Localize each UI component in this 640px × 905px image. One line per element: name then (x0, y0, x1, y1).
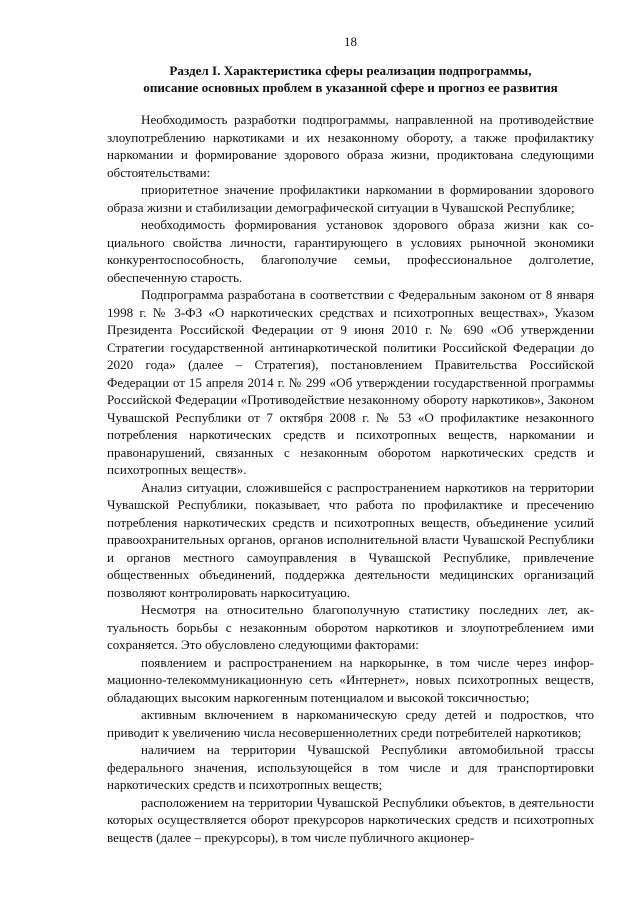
paragraph: Анализ ситуации, сложившейся с распространением наркотиков на территории Чувашской Республики, показывает, что работа по профилактике и пресечению потребления наркотических средств и психотропных веществ, объединение усилий правоохранительных органов, органов исполнительной власти Чувашской Республики и органов местного самоуправления в Чувашской Республике, привлечение общественных объединений, поддержка деятельности медицинских организаций позволяют контролировать наркоситуацию. (107, 479, 594, 600)
paragraph: необходимость формирования установок здорового образа жизни как социального свойства личности, гарантирующего в условиях рыночной экономики конкурентоспособность, благополучие семьи, профессиональное долголетие, обеспеченную старость. (107, 217, 594, 285)
paragraph: расположением на территории Чувашской Республики объектов, в деятельности которых осуществляется оборот прекурсоров наркотических средств и психотропных веществ (далее – прекурсоры), в том числе публичного акционер- (107, 794, 594, 845)
section-heading-line-2: описание основных проблем в указанной сфере и прогноз ее развития (143, 80, 558, 95)
paragraph: активным включением в наркоманическую среду детей и подростков, что приводит к увеличению числа несовершеннолетних среди потребителей наркотиков; (107, 707, 594, 740)
section-heading (107, 62, 594, 96)
paragraph: приоритетное значение профилактики наркомании в формировании здорового образа жизни и стабилизации демографической ситуации в Чувашской Республике; (107, 182, 594, 215)
body-text (107, 111, 594, 846)
paragraph: Несмотря на относительно благополучную статистику последних лет, актуальность борьбы с незаконным оборотом наркотиков и злоупотреблением ими сохраняется. Это обусловлено следующими факторами: (107, 602, 594, 652)
paragraph: Подпрограмма разработана в соответствии с Федеральным законом от 8 января 1998 г. № 3-ФЗ «О наркотических средствах и психотропных веществах», Указом Президента Российской Федерации от 9 июня 2010 г. № 690 «Об утверждении Стратегии государственной антинаркотической политики Российской Федерации до 2020 года» (далее – Стратегия), постановлением Правительства Российской Федерации от 15 апреля 2014 г. № 299 «Об утверждении государственной программы Российской Федерации «Противодействие незаконному обороту наркотиков», Законом Чувашской Республики от 7 октября 2008 г. № 53 «О профилактике незаконного потребления наркотических средств и психотропных веществ, наркомании и правонарушений, связанных с незаконным оборотом наркотических средств и психотропных веществ». (107, 287, 594, 477)
paragraph: появлением и распространением на наркорынке, в том числе через информационно-телекоммуникационную сеть «Интернет», новых психотропных веществ, обладающих высоким наркогенным потенциалом и высокой токсичностью; (107, 654, 594, 705)
paragraph: Необходимость разработки подпрограммы, направленной на противодействие злоупотреблению наркотиками и их незаконному обороту, а также профилактику наркомании и формирование здорового образа жизни, продиктована следующими обстоятельствами: (107, 112, 594, 180)
section-heading-line-1: Раздел I. Характеристика сферы реализации подпрограммы, (169, 63, 532, 78)
paragraph: наличием на территории Чувашской Республики автомобильной трассы федерального значения, использующейся в том числе и для транспортировки наркотических средств и психотропных веществ; (107, 742, 594, 792)
page-number: 18 (344, 34, 357, 49)
